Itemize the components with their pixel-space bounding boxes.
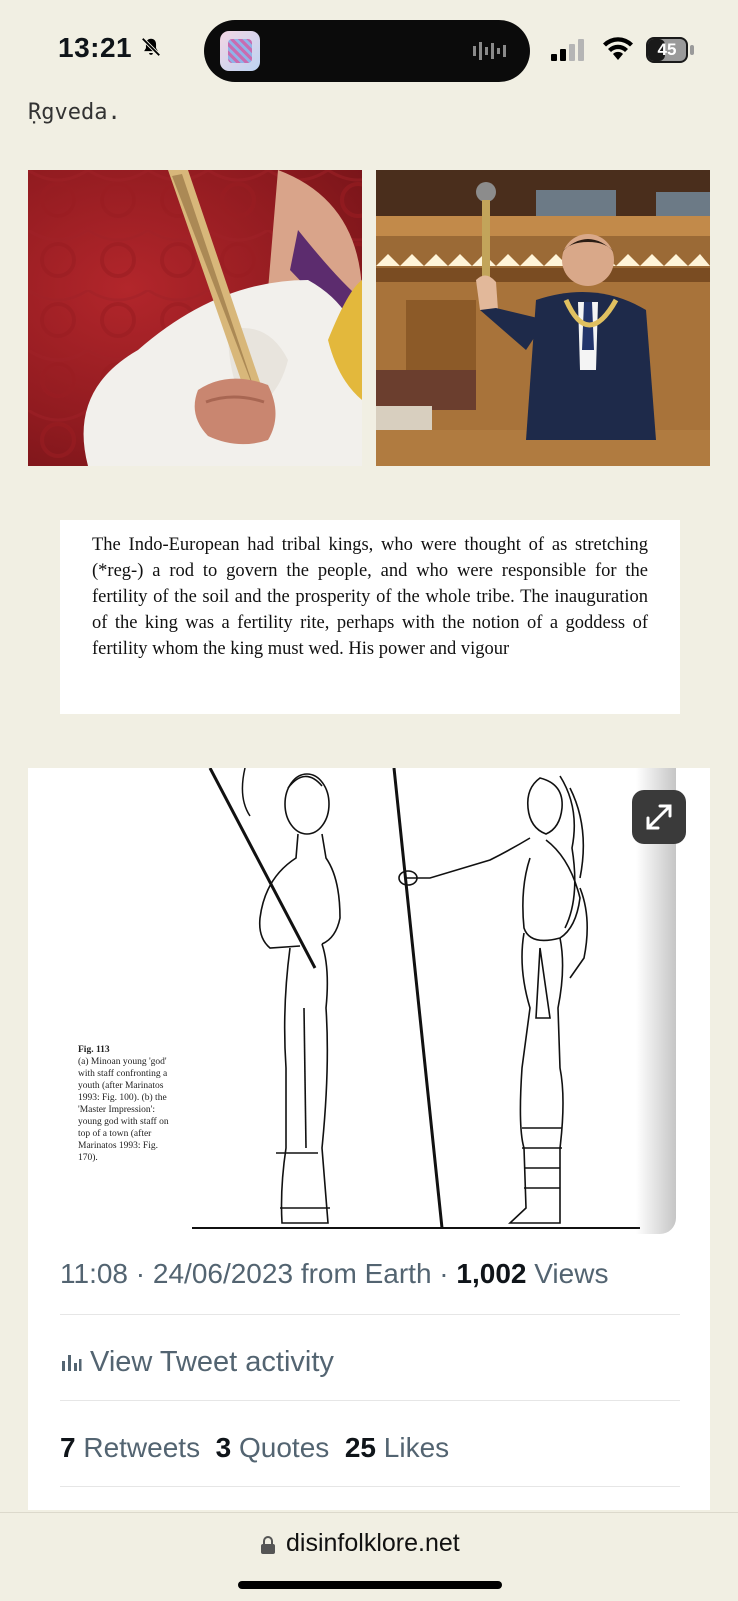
figure-caption: [78, 1044, 178, 1164]
figure-caption-title: Fig. 113: [78, 1045, 110, 1055]
activity-label: View Tweet activity: [90, 1346, 334, 1378]
book-excerpt-text: The Indo-European had tribal kings, who were thought of as stretching (*reg-) a rod to govern the people, and who were responsible for the fertility of the soil and the prosperity of the whole tribe. The inauguration of the king was a fertility rite, perhaps with the notion of a goddess of fertility whom the king must wed. His power and vigour: [92, 535, 648, 659]
retweets-stat[interactable]: [60, 1432, 200, 1463]
expand-icon: [632, 790, 686, 844]
likes-stat[interactable]: [345, 1432, 449, 1463]
quotes-label: Quotes: [239, 1432, 330, 1463]
views-count: 1,002: [456, 1258, 527, 1289]
bar-chart-icon: [60, 1351, 82, 1373]
battery-icon: [646, 37, 694, 63]
sceptre-photo-illustration: [28, 170, 362, 466]
likes-label: Likes: [383, 1432, 450, 1463]
tweet-source: from Earth: [300, 1258, 432, 1289]
status-time: 13:21: [58, 32, 133, 63]
tweet-stats: [60, 1432, 449, 1464]
lock-icon: [260, 1535, 276, 1555]
audio-wave-icon: [472, 40, 508, 62]
url-text[interactable]: disinfolklore.net: [286, 1529, 460, 1557]
dynamic-island[interactable]: [204, 20, 530, 82]
tweet-date: 24/06/2023: [152, 1258, 294, 1289]
likes-count: 25: [344, 1432, 376, 1463]
photo-sceptre-hand[interactable]: [28, 170, 362, 466]
book-excerpt: [60, 520, 680, 714]
divider: [60, 1400, 680, 1401]
tweet-time: 11:08: [60, 1258, 128, 1289]
retweets-count: 7: [60, 1432, 76, 1463]
figure-caption-body: (a) Minoan young 'god' with staff confronting a youth (after Marinatos 1993: Fig. 100). (b) the 'Master Impression': young god with staff on top of a town (after Marinatos 1993: Fig. 170).: [78, 1057, 169, 1163]
tweet-card: [28, 768, 710, 1510]
bell-slash-icon: [140, 36, 162, 58]
tweet-meta: 11:08 · 24/06/2023 from Earth · 1,002 Views: [60, 1258, 609, 1289]
app-thumbnail-icon: [220, 31, 260, 71]
views-label: Views: [534, 1258, 609, 1289]
inauguration-photo-illustration: [376, 170, 710, 466]
tweet-image[interactable]: [60, 768, 676, 1234]
browser-address-bar[interactable]: [0, 1512, 738, 1601]
minoan-figure-drawing: [60, 768, 676, 1234]
expand-image-button[interactable]: [632, 790, 686, 844]
home-indicator[interactable]: [238, 1581, 502, 1589]
cellular-signal-icon: [550, 38, 588, 62]
view-tweet-activity-link[interactable]: [60, 1346, 334, 1379]
battery-level: 45: [657, 40, 677, 59]
page-text-fragment: Ṛgveda.: [28, 100, 121, 125]
photo-inauguration[interactable]: [376, 170, 710, 466]
status-bar: [0, 0, 738, 100]
divider: [60, 1486, 680, 1487]
divider: [60, 1314, 680, 1315]
quotes-stat[interactable]: [216, 1432, 330, 1463]
retweets-label: Retweets: [83, 1432, 201, 1463]
quotes-count: 3: [215, 1432, 232, 1463]
wifi-icon: [602, 36, 634, 62]
